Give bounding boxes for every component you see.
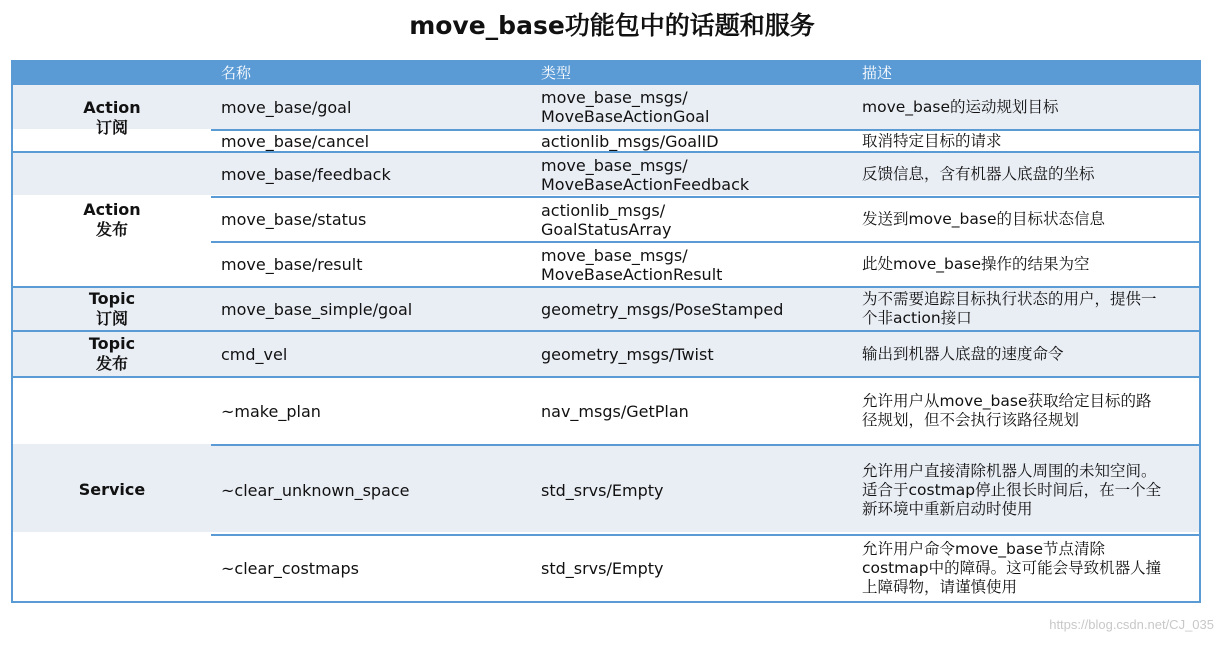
table-cell-type: std_srvs/Empty: [541, 480, 664, 500]
header-name: 名称: [221, 64, 252, 82]
table-cell-type: actionlib_msgs/GoalID: [541, 131, 719, 151]
table-cell-desc: 取消特定目标的请求: [862, 131, 1002, 150]
table-cell-desc: 允许用户从move_base获取给定目标的路 径规划，但不会执行该路径规划: [862, 392, 1152, 429]
table-cell-desc: 发送到move_base的目标状态信息: [862, 210, 1105, 228]
table-cell-desc: 输出到机器人底盘的速度命令: [862, 344, 1064, 363]
table-cell-type: nav_msgs/GetPlan: [541, 401, 689, 421]
table-cell-desc: move_base的运动规划目标: [862, 97, 1059, 116]
table-cell-name: move_base_simple/goal: [221, 299, 413, 319]
table-cell-name: ~clear_costmaps: [221, 559, 359, 578]
table-cell-type: geometry_msgs/PoseStamped: [541, 299, 784, 319]
category-action-publish: Action 发布: [83, 199, 141, 239]
table-cell-name: move_base/result: [221, 255, 363, 274]
category-topic-subscribe: Topic 订阅: [88, 289, 136, 328]
category-topic-publish: Topic 发布: [88, 334, 136, 373]
table-cell-type: move_base_msgs/ MoveBaseActionGoal: [541, 88, 710, 126]
table-cell-type: geometry_msgs/Twist: [541, 344, 714, 364]
page-title: move_base功能包中的话题和服务: [409, 11, 815, 40]
category-action-subscribe: Action 订阅: [83, 98, 141, 137]
table-cell-type: std_srvs/Empty: [541, 559, 664, 578]
table-cell-name: ~make_plan: [221, 401, 321, 421]
table-cell-name: cmd_vel: [221, 344, 288, 364]
header-type: 类型: [541, 64, 572, 82]
table-cell-name: move_base/cancel: [221, 131, 370, 151]
table-cell-desc: 允许用户直接清除机器人周围的未知空间。 适合于costmap停止很长时间后，在一个全 新环境中重新启动时使用: [862, 461, 1162, 518]
table-cell-name: move_base/feedback: [221, 165, 391, 184]
table-cell-desc: 反馈信息，含有机器人底盘的坐标: [862, 165, 1095, 183]
category-service: Service: [78, 479, 146, 499]
table-cell-name: move_base/status: [221, 210, 367, 229]
table-cell-name: ~clear_unknown_space: [221, 480, 410, 500]
table-cell-desc: 允许用户命令move_base节点清除 costmap中的障碍。这可能会导致机器人撞 上障碍物，请谨慎使用: [862, 540, 1162, 596]
header-category: [13, 62, 211, 85]
table-cell-type: move_base_msgs/ MoveBaseActionFeedback: [541, 155, 750, 194]
topics-services-table: [11, 60, 1201, 603]
table-cell-type: actionlib_msgs/ GoalStatusArray: [541, 200, 672, 239]
table-cell-desc: 此处move_base操作的结果为空: [862, 255, 1090, 273]
table-header: [13, 62, 1199, 85]
watermark-url: https://blog.csdn.net/CJ_035: [1049, 617, 1214, 632]
table-cell-desc: 为不需要追踪目标执行状态的用户，提供一 个非action接口: [862, 290, 1157, 327]
table-cell-type: move_base_msgs/ MoveBaseActionResult: [541, 245, 723, 284]
table-cell-name: move_base/goal: [221, 97, 352, 117]
header-desc: 描述: [862, 64, 893, 82]
